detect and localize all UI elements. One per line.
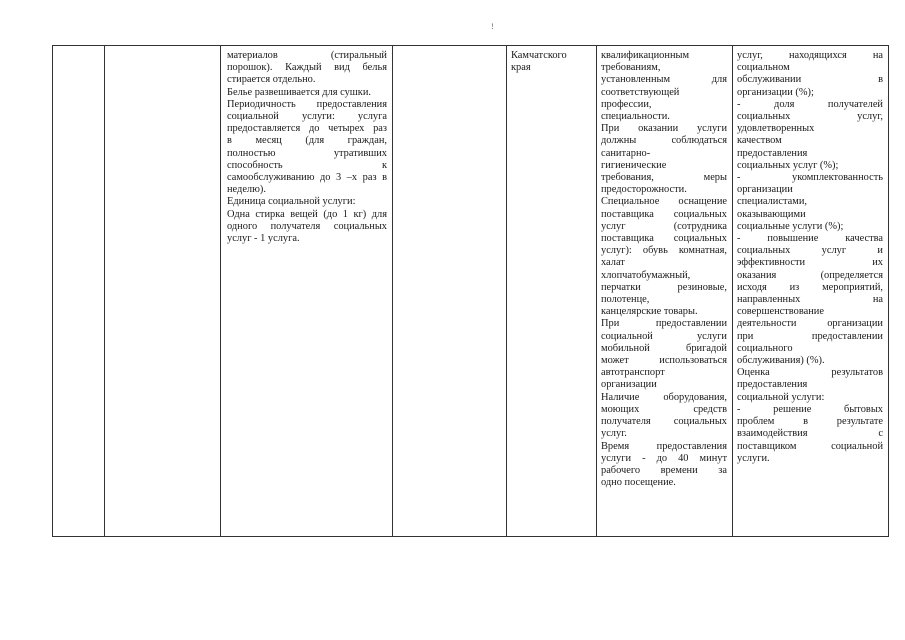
text-line: специальности. [601,111,670,123]
text-line: установленным для [601,74,727,86]
text-line: профессии, [601,98,652,110]
text-line: При оказании услуги [601,123,727,135]
column-divider [888,46,889,536]
text-line: санитарно- [601,147,651,159]
text-line: Специальное оснащение [601,196,727,208]
text-line: Наличие оборудования, [601,391,727,403]
text-line: гигиенические [601,159,667,171]
text-line: полотенце, [601,294,650,306]
text-line: в месяц (для граждан, [227,135,387,147]
text-line: Периодичность предоставления [227,98,387,110]
text-line: края [511,62,531,74]
text-line: социальных услуг (%); [737,159,839,171]
text-line: исходя из мероприятий, [737,281,883,293]
text-line: - решение бытовых [737,403,883,415]
text-line: должны соблюдаться [601,135,727,147]
text-line: удовлетворенных [737,123,815,135]
text-line: социальной услуги: услуга [227,111,387,123]
text-line: соответствующей [601,86,680,98]
column-divider [220,46,221,536]
text-line: услуги. [737,452,770,464]
column-divider [596,46,597,536]
text-line: услуг. [601,428,627,440]
text-line: услуг): обувь комнатная, [601,245,727,257]
region-cell [511,50,591,74]
text-line: социального [737,342,793,354]
text-line: канцелярские товары. [601,306,698,318]
text-line: - повышение качества [737,233,883,245]
text-line: предосторожности. [601,184,687,196]
column-divider [104,46,105,536]
text-line: предоставления [737,147,808,159]
text-line: мобильной бригадой [601,342,727,354]
conditions-cell [601,50,727,489]
text-line: проблем в результате [737,416,883,428]
text-line: может использоваться [601,355,727,367]
text-line: специалистами, [737,196,807,208]
text-line: оказания (определяется [737,269,883,281]
text-line: Белье развешивается для сушки. [227,86,372,98]
text-line: качеством [737,135,782,147]
service-description-cell [227,50,387,245]
text-line: социальном [737,62,790,74]
text-line: организации (%); [737,86,814,98]
text-line: порошок). Каждый вид белья [227,62,387,74]
text-line: требования, меры [601,172,727,184]
text-line: получателя социальных [601,416,727,428]
text-line: неделю). [227,184,266,196]
text-line: Единица социальной услуги: [227,196,356,208]
text-line: совершенствование [737,306,824,318]
text-line: самообслуживанию до 3 –х раз в [227,172,387,184]
column-divider [392,46,393,536]
text-line: материалов (стиральный [227,50,387,61]
text-line: полностью утративших [227,147,387,159]
text-line: Время предоставления [601,440,727,452]
text-line: хлопчатобумажный, [601,269,691,281]
text-line: перчатки резиновые, [601,281,727,293]
text-line: предоставления [737,379,808,391]
text-line: обслуживания) (%). [737,355,825,367]
text-line: при предоставлении [737,330,883,342]
text-line: - доля получателей [737,98,883,110]
text-line: одно посещение. [601,477,676,489]
text-line: Одна стирка вещей (до 1 кг) для [227,208,387,220]
column-divider [506,46,507,536]
text-line: поставщика социальных [601,208,727,220]
text-line: услуг - 1 услуга. [227,233,300,245]
text-line: услуги - до 40 минут [601,452,727,464]
text-line: оказывающими [737,208,806,220]
text-line: социальной услуги [601,330,727,342]
text-line: стирается отдельно. [227,74,316,86]
page-mark: ! [491,22,494,31]
text-line: способность к [227,159,387,171]
text-line: моющих средств [601,403,727,415]
text-line: взаимодействия с [737,428,883,440]
text-line: социальных услуг и [737,245,883,257]
text-line: - укомплектованность [737,172,883,184]
column-divider [732,46,733,536]
text-line: социальных услуг, [737,111,883,123]
text-line: социальной услуги: [737,391,825,403]
text-line: услуг, находящихся на [737,50,883,61]
text-line: автотранспорт [601,367,665,379]
text-line: требованиям, [601,62,661,74]
text-line: организации [737,184,793,196]
text-line: поставщика социальных [601,233,727,245]
text-line: поставщиком социальной [737,440,883,452]
column-divider [52,46,53,536]
text-line: Камчатского [511,50,567,61]
text-line: эффективности их [737,257,883,269]
text-line: деятельности организации [737,318,883,330]
text-line: социальные услуги (%); [737,220,844,232]
text-line: квалификационным [601,50,690,61]
text-line: организации [601,379,657,391]
text-line: При предоставлении [601,318,727,330]
text-line: рабочего времени за [601,464,727,476]
text-line: одного получателя социальных [227,220,387,232]
text-line: обслуживании в [737,74,883,86]
text-line: халат [601,257,625,269]
text-line: услуг (сотрудника [601,220,727,232]
text-line: направленных на [737,294,883,306]
text-line: предоставляется до четырех раз [227,123,387,135]
quality-indicators-cell [737,50,883,465]
text-line: Оценка результатов [737,367,883,379]
services-table [52,45,889,537]
